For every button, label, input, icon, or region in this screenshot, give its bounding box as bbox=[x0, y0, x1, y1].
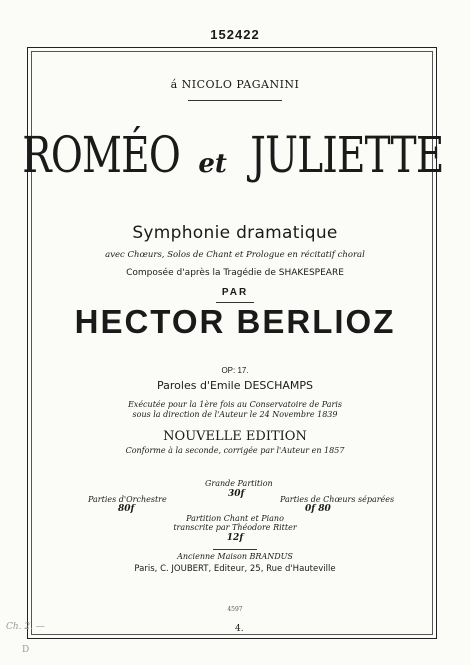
full-score-price: 30f bbox=[228, 489, 245, 499]
choir-parts-price: 0f 80 bbox=[305, 504, 331, 514]
publisher-address: Paris, C. JOUBERT, Editeur, 25, Rue d'Hauteville bbox=[134, 564, 336, 574]
edition-note: Conforme à la seconde, corrigée par l'Auteur en 1857 bbox=[125, 446, 345, 455]
opus-number: OP: 17. bbox=[221, 366, 249, 375]
lyricist: Paroles d'Emile DESCHAMPS bbox=[157, 379, 313, 392]
orchestra-parts-label: Parties d'Orchestre bbox=[88, 495, 167, 504]
plate-number: 152422 bbox=[210, 27, 260, 42]
publisher-rule bbox=[213, 549, 257, 550]
edition-label: NOUVELLE EDITION bbox=[163, 429, 307, 444]
premiere-line-2: sous la direction de l'Auteur le 24 Novembre 1839 bbox=[132, 410, 338, 419]
after-shakespeare: Composée d'après la Tragédie de SHAKESPEARE bbox=[126, 268, 344, 278]
title-part-2: JULIETTE bbox=[250, 126, 444, 184]
subtitle-detail: avec Chœurs, Solos de Chant et Prologue en récitatif choral bbox=[105, 250, 365, 260]
vocal-score-arranger: transcrite par Théodore Ritter bbox=[173, 523, 297, 532]
dedication: á NICOLO PAGANINI bbox=[170, 78, 300, 91]
composer-name: HECTOR BERLIOZ bbox=[74, 303, 396, 340]
orchestra-parts-price: 80f bbox=[118, 504, 135, 514]
work-title bbox=[0, 126, 470, 196]
footer-small: 4. bbox=[235, 624, 244, 634]
full-score-label: Grande Partition bbox=[205, 479, 273, 488]
title-et: et bbox=[198, 149, 227, 179]
margin-note-1: Ch. 2. — bbox=[6, 622, 45, 632]
footer-mark: 4597 bbox=[227, 606, 243, 613]
premiere-line-1: Exécutée pour la 1ère fois au Conservatoire de Paris bbox=[127, 400, 343, 409]
dedication-rule bbox=[188, 100, 282, 101]
vocal-score-label: Partition Chant et Piano bbox=[186, 514, 284, 523]
margin-note-2: D bbox=[22, 645, 30, 655]
title-part-1: ROMÉO bbox=[22, 126, 181, 184]
vocal-score-price: 12f bbox=[226, 533, 244, 543]
publisher-former: Ancienne Maison BRANDUS bbox=[177, 552, 293, 561]
subtitle: Symphonie dramatique bbox=[132, 223, 338, 243]
choir-parts-label: Parties de Chœurs séparées bbox=[280, 495, 395, 504]
par-label: PAR bbox=[221, 287, 249, 298]
